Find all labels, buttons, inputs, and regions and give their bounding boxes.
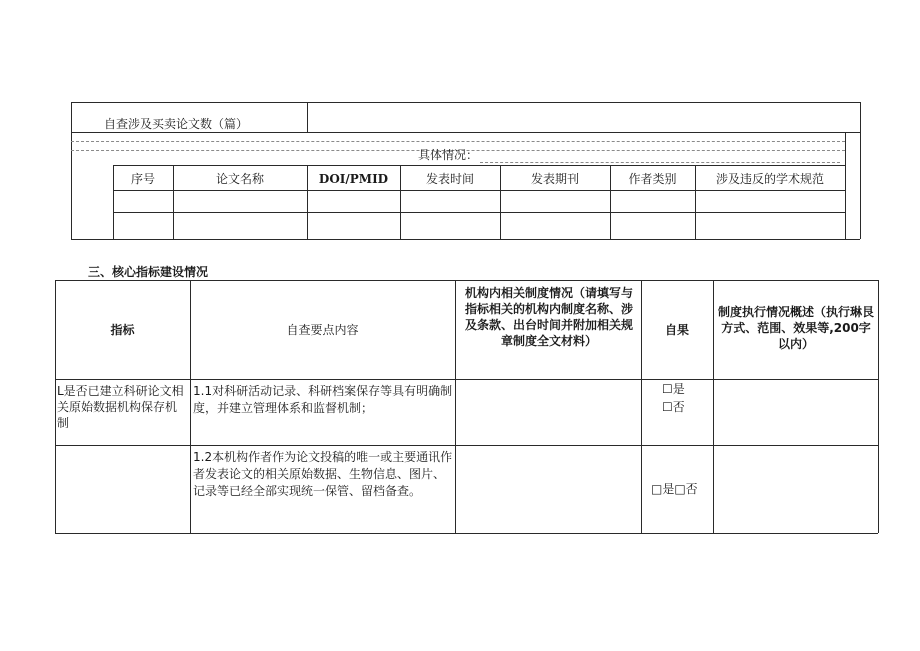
col-header-paper-title: 论文名称 [215,172,264,186]
row1-no-checkbox[interactable]: ☐否 [662,400,685,414]
section-title: 三、核心指标建设情况 [88,265,209,279]
header-check-points: 自查要点内容 [286,323,359,337]
header-institution-system: 机构内相关制度情况（请填写与指标相关的机构内制度名称、涉及条款、出台时间并附加相关规章制度全文材料） [464,286,633,348]
header-indicator: 指标 [110,323,135,337]
header-result: 自果 [664,323,689,337]
row2-check-point: 1.2本机构作者作为论文投稿的唯一或主要通讯作者发表论文的相关原始数据、生物信息、图片、记录等已经全部实现统一保管、留档备查。 [193,450,453,498]
row2-yes-no-choice[interactable]: □是□否 [651,482,698,496]
paper-count-label: 自查涉及买卖论文数（篇） [104,117,249,131]
row1-yes-checkbox[interactable]: ☐是 [662,382,685,396]
col-header-violated-norms: 涉及违反的学术规范 [715,172,824,186]
col-header-doi: DOI/PMID [318,172,389,186]
details-label: 具体情况： [418,148,479,162]
row1-indicator: L是否已建立科研论文相关原始数据机构保存机制 [57,384,184,430]
row1-check-point: 1.1对科研活动记录、科研档案保存等具有明确制度，并建立管理体系和监督机制； [193,384,453,415]
col-header-author-type: 作者类别 [628,172,677,186]
col-header-publish-time: 发表时间 [425,172,474,186]
col-header-journal: 发表期刊 [530,172,579,186]
col-header-number: 序号 [130,172,155,186]
header-execution-summary: 制度执行情况概述（执行琳艮方式、范围、效果等,200字以内） [717,305,874,351]
